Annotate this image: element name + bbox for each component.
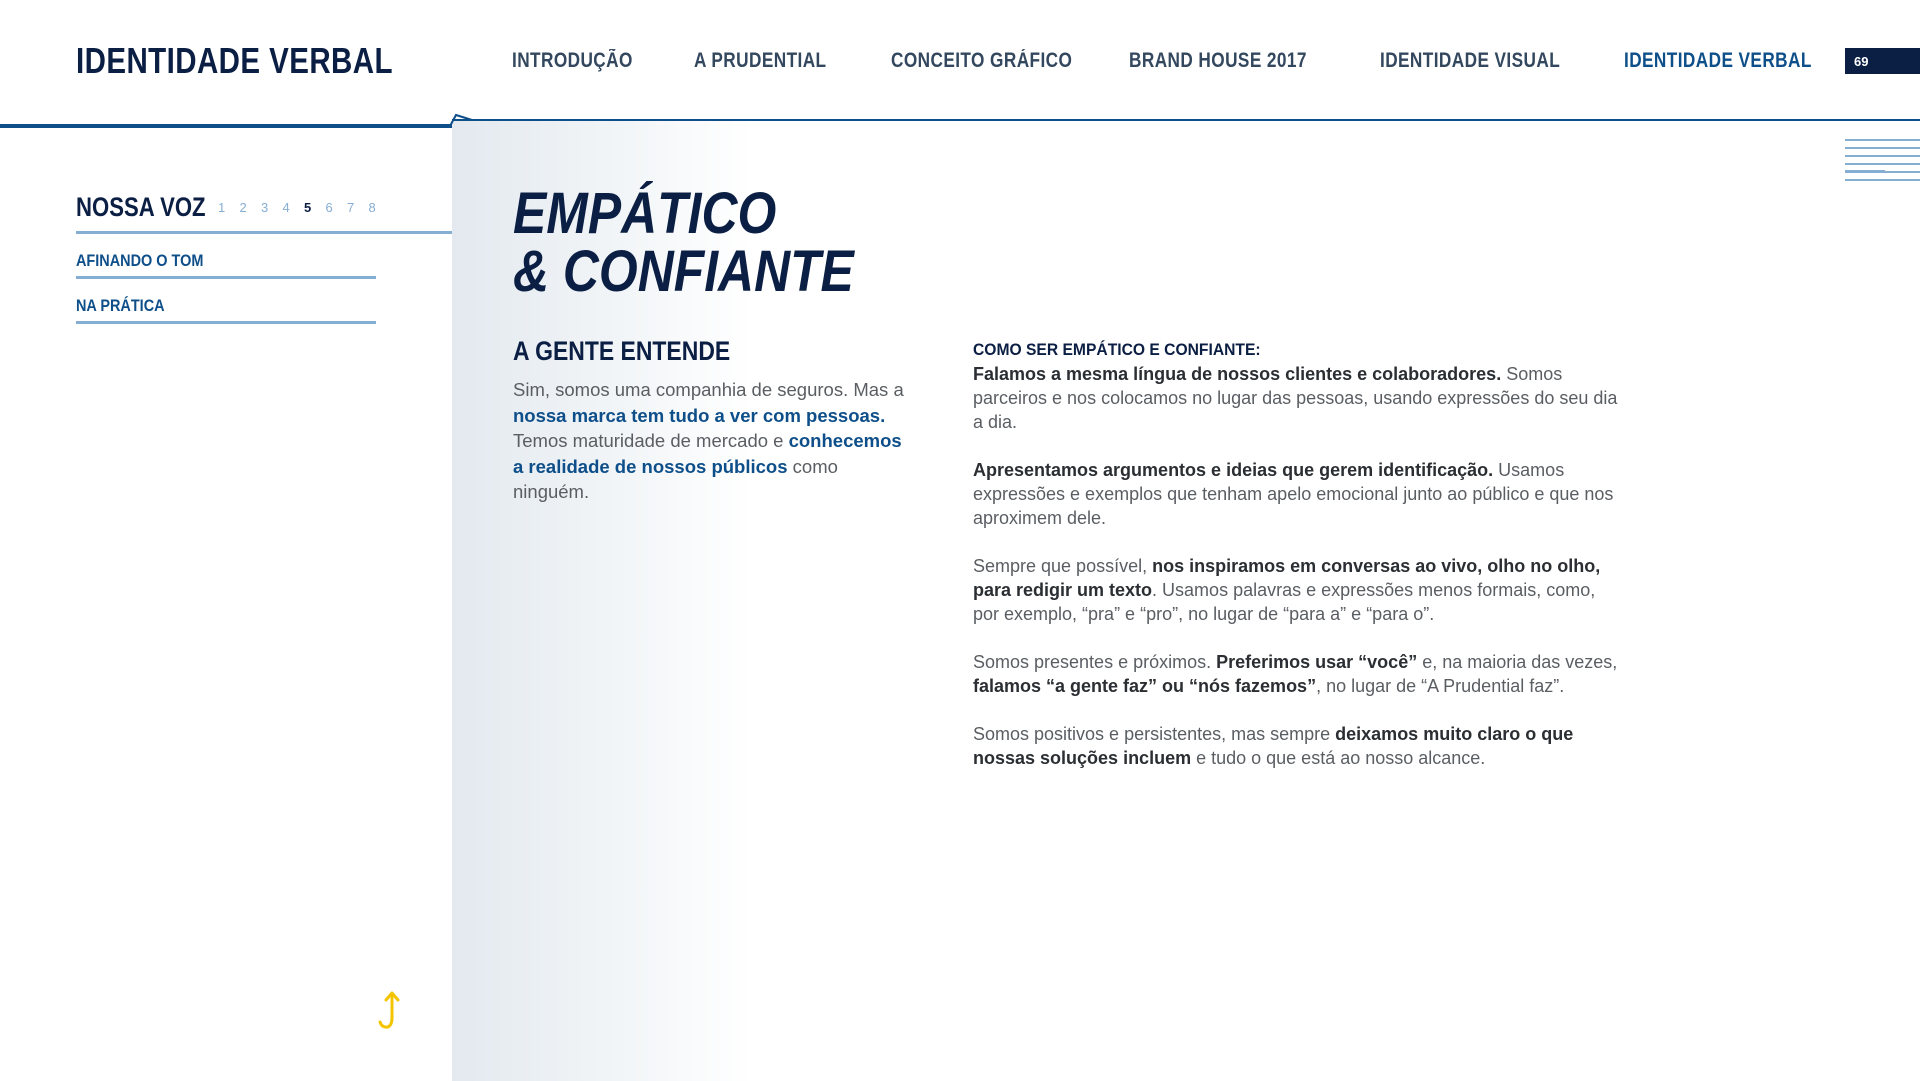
decorative-stripe-short bbox=[1845, 170, 1885, 172]
decorative-stripes bbox=[1845, 139, 1920, 187]
header-notch bbox=[446, 110, 476, 130]
nav-identidade-verbal[interactable]: IDENTIDADE VERBAL bbox=[1624, 49, 1812, 72]
guidelines-column bbox=[973, 338, 1623, 794]
step-2[interactable]: 2 bbox=[239, 200, 247, 215]
step-indicator bbox=[218, 200, 390, 215]
nav-identidade-visual[interactable]: IDENTIDADE VISUAL bbox=[1380, 49, 1561, 72]
nav-brand-house-2017[interactable]: BRAND HOUSE 2017 bbox=[1129, 49, 1307, 72]
header-rule-right bbox=[452, 119, 1920, 121]
sidebar-divider bbox=[76, 231, 452, 234]
guideline-paragraph: Somos positivos e persistentes, mas sempre deixamos muito claro o que nossas soluções incluem e tudo o que está ao nosso alcance. bbox=[973, 724, 1574, 768]
page-number-badge: 69 bbox=[1845, 48, 1920, 74]
guideline-paragraph: Sempre que possível, nos inspiramos em conversas ao vivo, olho no olho, para redigir um texto. Usamos palavras e expressões menos formais, como, por exemplo, “pra” e “pro”, no lugar de “para a” e “para o”. bbox=[973, 556, 1601, 624]
step-5-current[interactable]: 5 bbox=[304, 200, 312, 215]
nav-conceito-grafico[interactable]: CONCEITO GRÁFICO bbox=[891, 49, 1073, 72]
sidebar-link-divider bbox=[76, 321, 376, 324]
step-7[interactable]: 7 bbox=[347, 200, 355, 215]
guideline-paragraph: Apresentamos argumentos e ideias que gerem identificação. Usamos expressões e exemplos que tenham apelo emocional junto ao público e que nos aproximem dele. bbox=[973, 460, 1614, 528]
step-1[interactable]: 1 bbox=[218, 200, 226, 215]
nav-a-prudential[interactable]: A PRUDENTIAL bbox=[694, 49, 827, 72]
guideline-paragraph: Falamos a mesma língua de nossos clientes e colaboradores. Somos parceiros e nos colocamos no lugar das pessoas, usando expressões do seu dia a dia. bbox=[973, 364, 1618, 432]
section-subtitle: A GENTE ENTENDE bbox=[513, 336, 731, 366]
nav-introducao[interactable]: INTRODUÇÃO bbox=[512, 49, 633, 72]
sidebar-link-na-pratica[interactable]: NA PRÁTICA bbox=[76, 296, 165, 315]
header-rule-left bbox=[0, 124, 452, 128]
site-title: IDENTIDADE VERBAL bbox=[76, 40, 393, 81]
step-8[interactable]: 8 bbox=[368, 200, 376, 215]
sidebar-section-title: NOSSA VOZ bbox=[76, 192, 206, 222]
step-6[interactable]: 6 bbox=[325, 200, 333, 215]
guideline-paragraph: Somos presentes e próximos. Preferimos usar “você” e, na maioria das vezes, falamos “a gente faz” ou “nós fazemos”, no lugar de “A Prudential faz”. bbox=[973, 652, 1618, 696]
intro-highlight: conhecemos a realidade de nossos públicos bbox=[513, 430, 902, 477]
page-title bbox=[513, 181, 854, 304]
guidelines-heading: COMO SER EMPÁTICO E CONFIANTE: bbox=[973, 340, 1261, 359]
intro-highlight: nossa marca tem tudo a ver com pessoas. bbox=[513, 404, 886, 426]
page-title-line1: EMPÁTICO bbox=[513, 181, 777, 246]
return-arrow-icon[interactable] bbox=[372, 990, 406, 1030]
sidebar-link-divider bbox=[76, 276, 376, 279]
step-3[interactable]: 3 bbox=[261, 200, 269, 215]
sidebar-link-afinando-o-tom[interactable]: AFINANDO O TOM bbox=[76, 251, 204, 270]
page-title-line2: & CONFIANTE bbox=[513, 239, 854, 304]
step-4[interactable]: 4 bbox=[282, 200, 290, 215]
intro-paragraph: Sim, somos uma companhia de seguros. Mas a nossa marca tem tudo a ver com pessoas. Temos maturidade de mercado e conhecemos a realidade de nossos públicos como ninguém. bbox=[513, 379, 904, 502]
